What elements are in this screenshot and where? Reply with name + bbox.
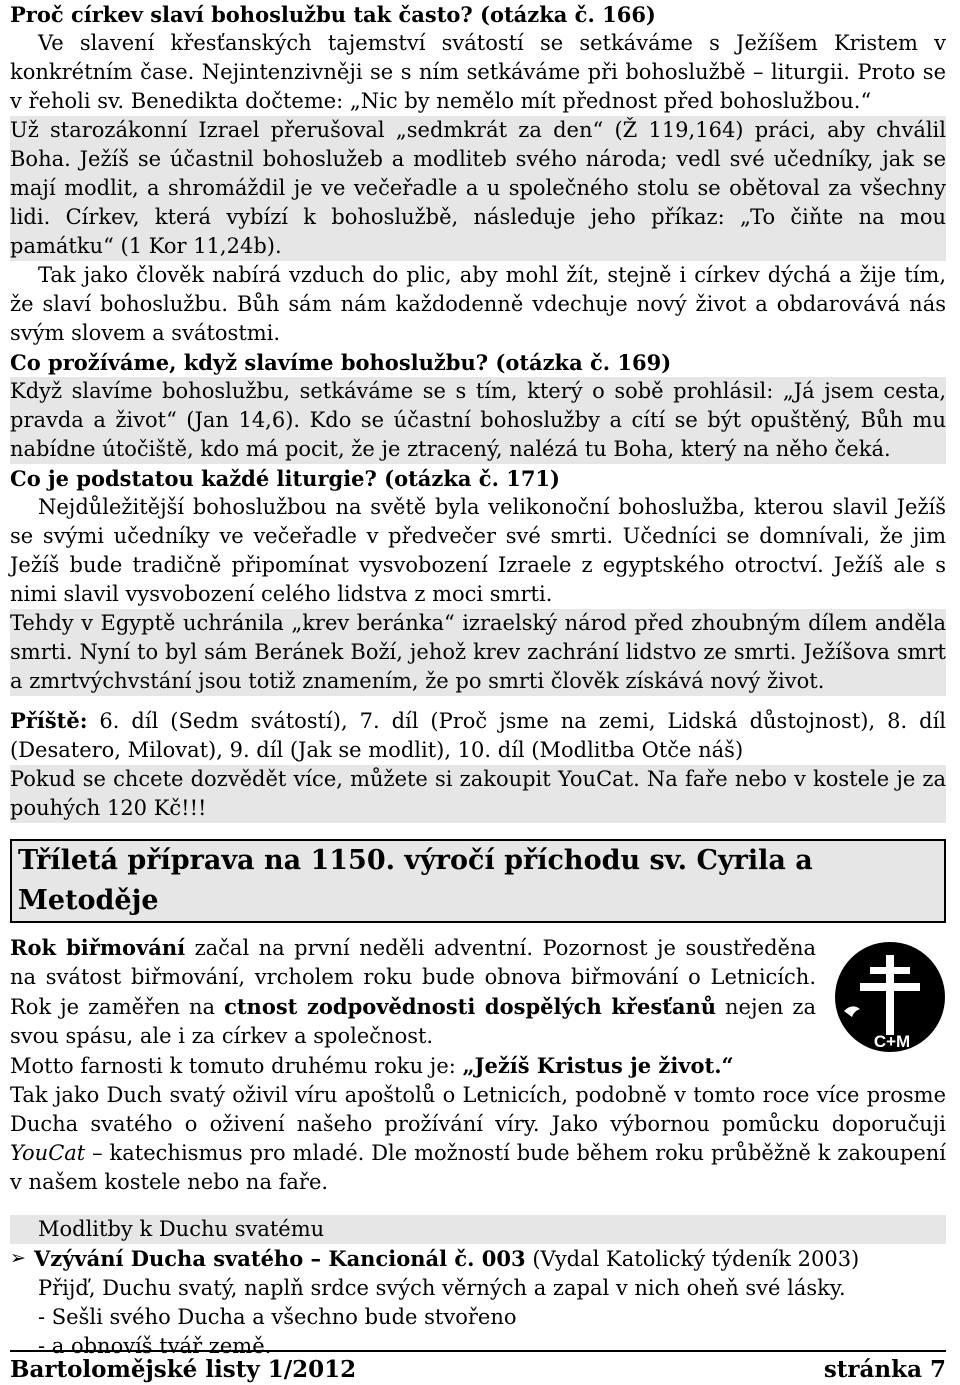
cyril-section: [10, 933, 946, 1081]
next-issue: [10, 706, 946, 765]
paragraph-shaded: Když slavíme bohoslužbu, setkáváme se s tím, který o sobě prohlásil: „Já jsem cesta, pravda a život“ (Jan 14,6). Kdo se účastní bohoslužby a cítí se být opuštěný, Bůh mu nabídne útočiště, kdo má pocit, že je ztracený, nalézá tu Boha, který na něho čeká.: [10, 377, 946, 464]
page-footer: [10, 1350, 946, 1383]
paragraph-shaded: Tehdy v Egyptě uchránila „krev beránka“ izraelský národ před zhoubným dílem anděla smrti. Nyní to byl sám Beránek Boží, jehož krev zachrání lidstvo ze smrti. Ježíšova smrt a zmrtvýchvstání jsou totiž znamením, že po smrti člověk získává nový život.: [10, 609, 946, 696]
prayer-line: Přijď, Duchu svatý, naplň srdce svých věrných a zapal v nich oheň své lásky.: [38, 1276, 846, 1300]
text: Tak jako Duch svatý oživil víru apoštolů o Letnicích, podobně v tomto roce více prosme Ducha svatého o oživení našeho prožívání víry. Jako výbornou pomůcku doporučuji: [10, 1083, 946, 1136]
cyril-methodius-logo-icon: [834, 941, 946, 1053]
arrow-bullet-icon: ➢: [10, 1247, 26, 1269]
next-text: 6. díl (Sedm svátostí), 7. díl (Proč jsme na zemi, Lidská důstojnost), 8. díl (Desatero, Milovat), 9. díl (Jak se modlit), 10. díl (Modlitba Otče náš): [10, 709, 946, 762]
section-title-171: Co je podstatou každé liturgie? (otázka č. 171): [10, 466, 560, 491]
text: Motto farnosti k tomuto druhému roku je:: [10, 1054, 463, 1078]
prayer-title-line: [34, 1244, 946, 1274]
paragraph: Tak jako člověk nabírá vzduch do plic, aby mohl žít, stejně i církev dýchá a žije tím, že slaví bohoslužbu. Bůh sám nám každodenně vdechuje nový život a obdarovává nás svým slovem a svátostmi.: [10, 263, 946, 345]
section-title-169: Co prožíváme, když slavíme bohoslužbu? (otázka č. 169): [10, 350, 672, 375]
prayer-line: - Sešli svého Ducha a všechno bude stvořeno: [38, 1305, 517, 1329]
cyril-paragraph: [10, 933, 816, 1081]
motto: „Ježíš Kristus je život.“: [462, 1053, 734, 1078]
footer-publication: Bartolomějské listy 1/2012: [10, 1356, 357, 1383]
text: – katechismus pro mladé. Dle možností bude během roku průběžně k zakoupení v našem kostele nebo na faře.: [10, 1141, 946, 1194]
text: nejen za svou spásu, ale i za církev a společnost.: [10, 995, 816, 1048]
page-content: [10, 0, 946, 1361]
prayer-item: [10, 1244, 946, 1274]
prayer-title: Vzývání Ducha svatého – Kancionál č. 003: [34, 1246, 526, 1271]
youcat-note: Pokud se chcete dozvědět více, můžete si zakoupit YouCat. Na faře nebo v kostele je za pouhých 120 Kč!!!: [10, 765, 946, 823]
text: začal na první neděli adventní. Pozornost je soustředěna na svátost biřmování, vrcholem roku bude obnova biřmování o Letnicích. Rok je zaměřen na: [10, 936, 816, 1019]
next-label: Příště:: [10, 708, 88, 733]
logo-text: C+M: [873, 1032, 911, 1051]
section-title-166: Proč církev slaví bohoslužbu tak často? (otázka č. 166): [10, 2, 656, 27]
prayer-source: (Vydal Katolický týdeník 2003): [525, 1247, 860, 1271]
bold-text: Rok biřmování: [10, 935, 186, 960]
youcat-italic: YouCat: [10, 1141, 86, 1165]
banner-title: Tříletá příprava na 1150. výročí příchodu sv. Cyrila a Metoděje: [10, 839, 946, 923]
prayer-line: - a obnovíš tvář země.: [38, 1334, 272, 1358]
footer-page-number: stránka 7: [823, 1356, 946, 1383]
bold-text: ctnost zodpovědnosti dospělých křesťanů: [224, 994, 716, 1019]
paragraph: Ve slavení křesťanských tajemství svátostí se setkáváme s Ježíšem Kristem v konkrétním čase. Nejintenzivněji se s ním setkáváme při bohoslužbě – liturgii. Proto se v řeholi sv. Benedikta dočteme: „Nic by nemělo mít přednost před bohoslužbou.“: [10, 31, 946, 113]
paragraph-shaded: Už starozákonní Izrael přerušoval „sedmkrát za den“ (Ž 119,164) práci, aby chválil Boha. Ježíš se účastnil bohoslužeb a modliteb svého národa; vedl své učedníky, jak se mají modlit, a shromáždil je ve večeřadle a u společného stolu se obětoval za všechny lidi. Církev, která vybízí k bohoslužbě, následuje jeho příkaz: „To čiňte na mou památku“ (1 Kor 11,24b).: [10, 116, 946, 261]
prayer-heading: Modlitby k Duchu svatému: [10, 1215, 946, 1244]
paragraph: Nejdůležitější bohoslužbou na světě byla velikonoční bohoslužba, kterou slavil Ježíš se svými učedníky ve večeřadle v předvečer své smrti. Učedníci se domnívali, že jim Ježíš bude tradičně připomínat vysvobození Izraele z egyptského otroctví. Ježíš ale s nimi slavil vysvobození celého lidstva z moci smrti.: [10, 495, 946, 606]
cyril-paragraph-2: [10, 1081, 946, 1197]
